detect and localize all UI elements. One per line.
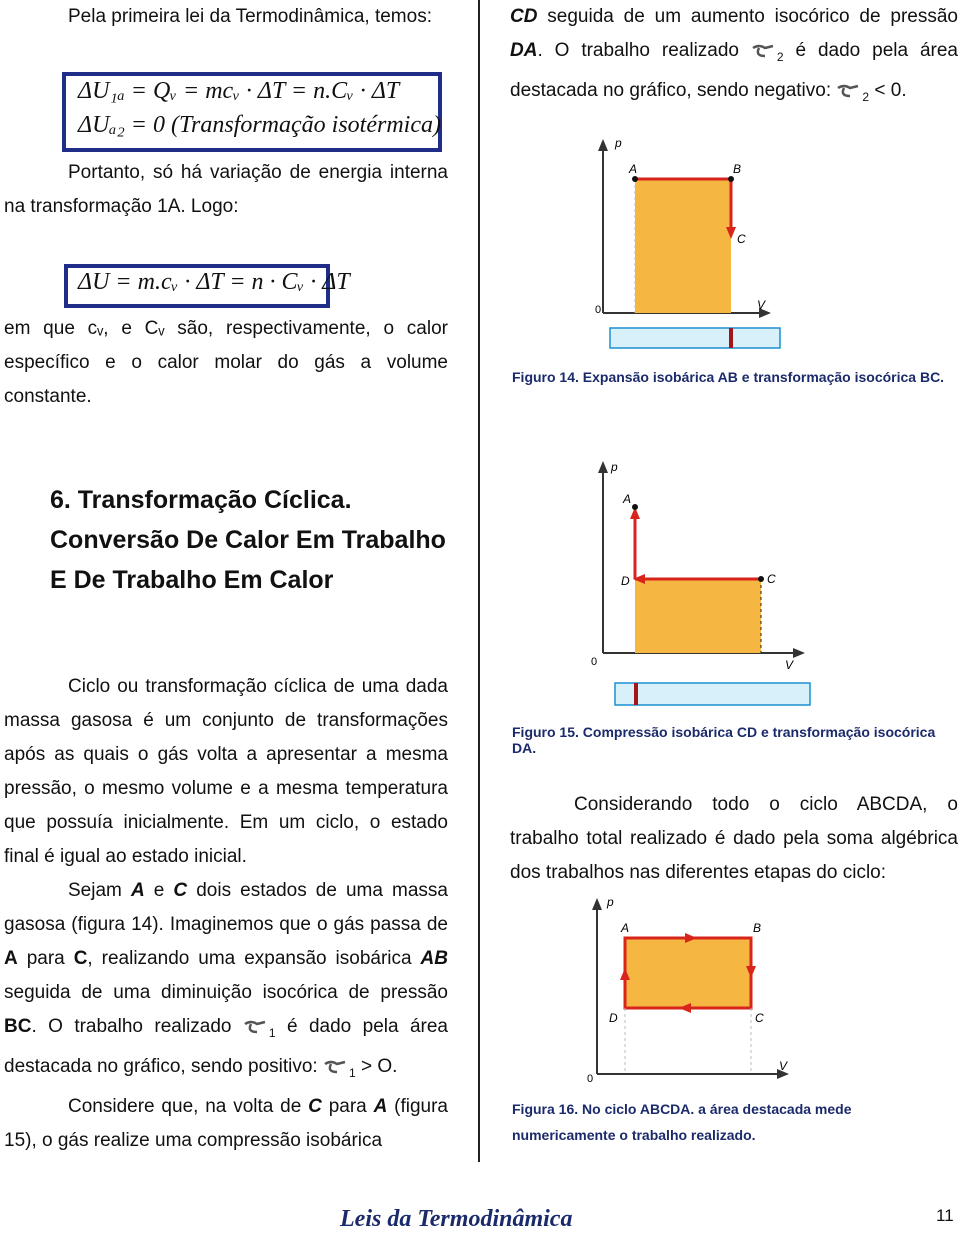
paragraph-specific-heat: em que cᵥ, e Cᵥ são, respectivamente, o calor específico e o calor molar do gás a volume constante. bbox=[4, 318, 448, 407]
section-heading: 6. Transformação Cíclica. Conversão De Calor Em Trabalho E De Trabalho Em Calor bbox=[50, 486, 446, 594]
svg-text:V: V bbox=[785, 658, 794, 672]
label-p: p bbox=[615, 136, 622, 150]
work-symbol-icon bbox=[243, 1020, 269, 1034]
column-divider bbox=[478, 0, 480, 1162]
svg-text:p: p bbox=[611, 460, 618, 474]
work-symbol-icon bbox=[751, 44, 777, 58]
paragraph-cycle-definition: Ciclo ou transformação cíclica de uma dada massa gasosa é um conjunto de transformações após as quais o gás volta a apresentar a mesma pressão, o mesmo volume e a mesma temperatura que possuía inicialmente. Em um ciclo, o estado final é igual ao estado inicial. bbox=[4, 676, 448, 867]
svg-text:p: p bbox=[607, 895, 614, 909]
work-symbol-icon bbox=[323, 1060, 349, 1074]
v-axis-arrow-icon bbox=[793, 648, 805, 658]
work-area bbox=[635, 579, 761, 653]
piston bbox=[729, 328, 733, 348]
equation-line-2: ΔUₐ₂ = 0 (Transformação isotérmica) bbox=[78, 112, 441, 138]
footer-title: Leis da Termodinâmica bbox=[340, 1206, 573, 1232]
paragraph-internal-energy: Portanto, só há variação de energia interna na transformação 1A. Logo: bbox=[4, 162, 448, 217]
page-number: 11 bbox=[936, 1206, 954, 1225]
piston bbox=[634, 683, 638, 705]
svg-text:B: B bbox=[753, 921, 762, 935]
equation-box-2 bbox=[64, 264, 350, 308]
svg-text:C: C bbox=[755, 1011, 764, 1025]
figure-15-diagram bbox=[585, 455, 815, 710]
work-symbol-icon bbox=[836, 84, 862, 98]
svg-text:V: V bbox=[779, 1059, 788, 1073]
paragraph-states-a-c: Sejam A e C dois estados de uma massa gasosa (figura 14). Imaginemos que o gás passa de A para C, realizando uma expansão isobárica AB seguida de uma diminuição isocórica de pressão BC. O trabalho realizado $_1$ é dado pela área destacada no gráfico, sendo positivo: $_1$ > O. bbox=[4, 880, 448, 1080]
equation-line-1: ΔU₁ₐ = Qᵥ = mcᵥ · ΔT = n.Cᵥ · ΔT bbox=[78, 78, 400, 104]
figure-15-caption: Figuro 15. Compressão isobárica CD e transformação isocórica DA. bbox=[512, 724, 936, 756]
figure-14-caption: Figuro 14. Expansão isobárica AB e transformação isocórica BC. bbox=[512, 369, 945, 385]
equation-internal-energy: ΔU = m.cᵥ · ΔT = n · Cᵥ · ΔT bbox=[78, 269, 350, 295]
work-area bbox=[635, 179, 731, 313]
paragraph-first-law: Pela primeira lei da Termodinâmica, temos: bbox=[68, 6, 432, 27]
svg-text:A: A bbox=[623, 492, 632, 506]
label-v: V bbox=[757, 298, 766, 312]
cycle-area bbox=[625, 938, 751, 1008]
paragraph-isochoric-increase: CD seguida de um aumento isocórico de pressão DA. O trabalho realizado $_2$ é dado pela área destacada no gráfico, sendo negativo: $_2$ < 0. bbox=[510, 6, 958, 104]
p-axis-arrow-icon bbox=[598, 461, 608, 473]
svg-text:0: 0 bbox=[587, 1073, 594, 1085]
svg-text:C: C bbox=[767, 572, 776, 586]
cylinder bbox=[615, 683, 810, 705]
svg-text:A: A bbox=[621, 921, 630, 935]
p-axis-arrow-icon bbox=[592, 898, 602, 910]
label-a: A bbox=[629, 162, 638, 176]
figure-16-caption: Figura 16. No ciclo ABCDA. a área destacada mede numericamente o trabalho realizado. bbox=[512, 1101, 852, 1143]
paragraph-total-work: Considerando todo o ciclo ABCDA, o trabalho total realizado é dado pela soma algébrica dos trabalhos nas diferentes etapas do ciclo: bbox=[510, 794, 958, 883]
label-b: B bbox=[733, 162, 742, 176]
figure-14-diagram bbox=[585, 135, 785, 360]
label-c: C bbox=[737, 232, 746, 246]
svg-text:D: D bbox=[621, 574, 630, 588]
paragraph-return-c-a: Considere que, na volta de C para A (figura 15), o gás realize uma compressão isobárica bbox=[4, 1096, 448, 1151]
equation-box-1 bbox=[62, 72, 442, 152]
svg-text:D: D bbox=[609, 1011, 618, 1025]
cylinder bbox=[610, 328, 780, 348]
figure-16-diagram bbox=[585, 892, 800, 1090]
p-axis-arrow-icon bbox=[598, 139, 608, 151]
svg-text:0: 0 bbox=[591, 656, 598, 668]
label-origin: 0 bbox=[595, 304, 602, 316]
